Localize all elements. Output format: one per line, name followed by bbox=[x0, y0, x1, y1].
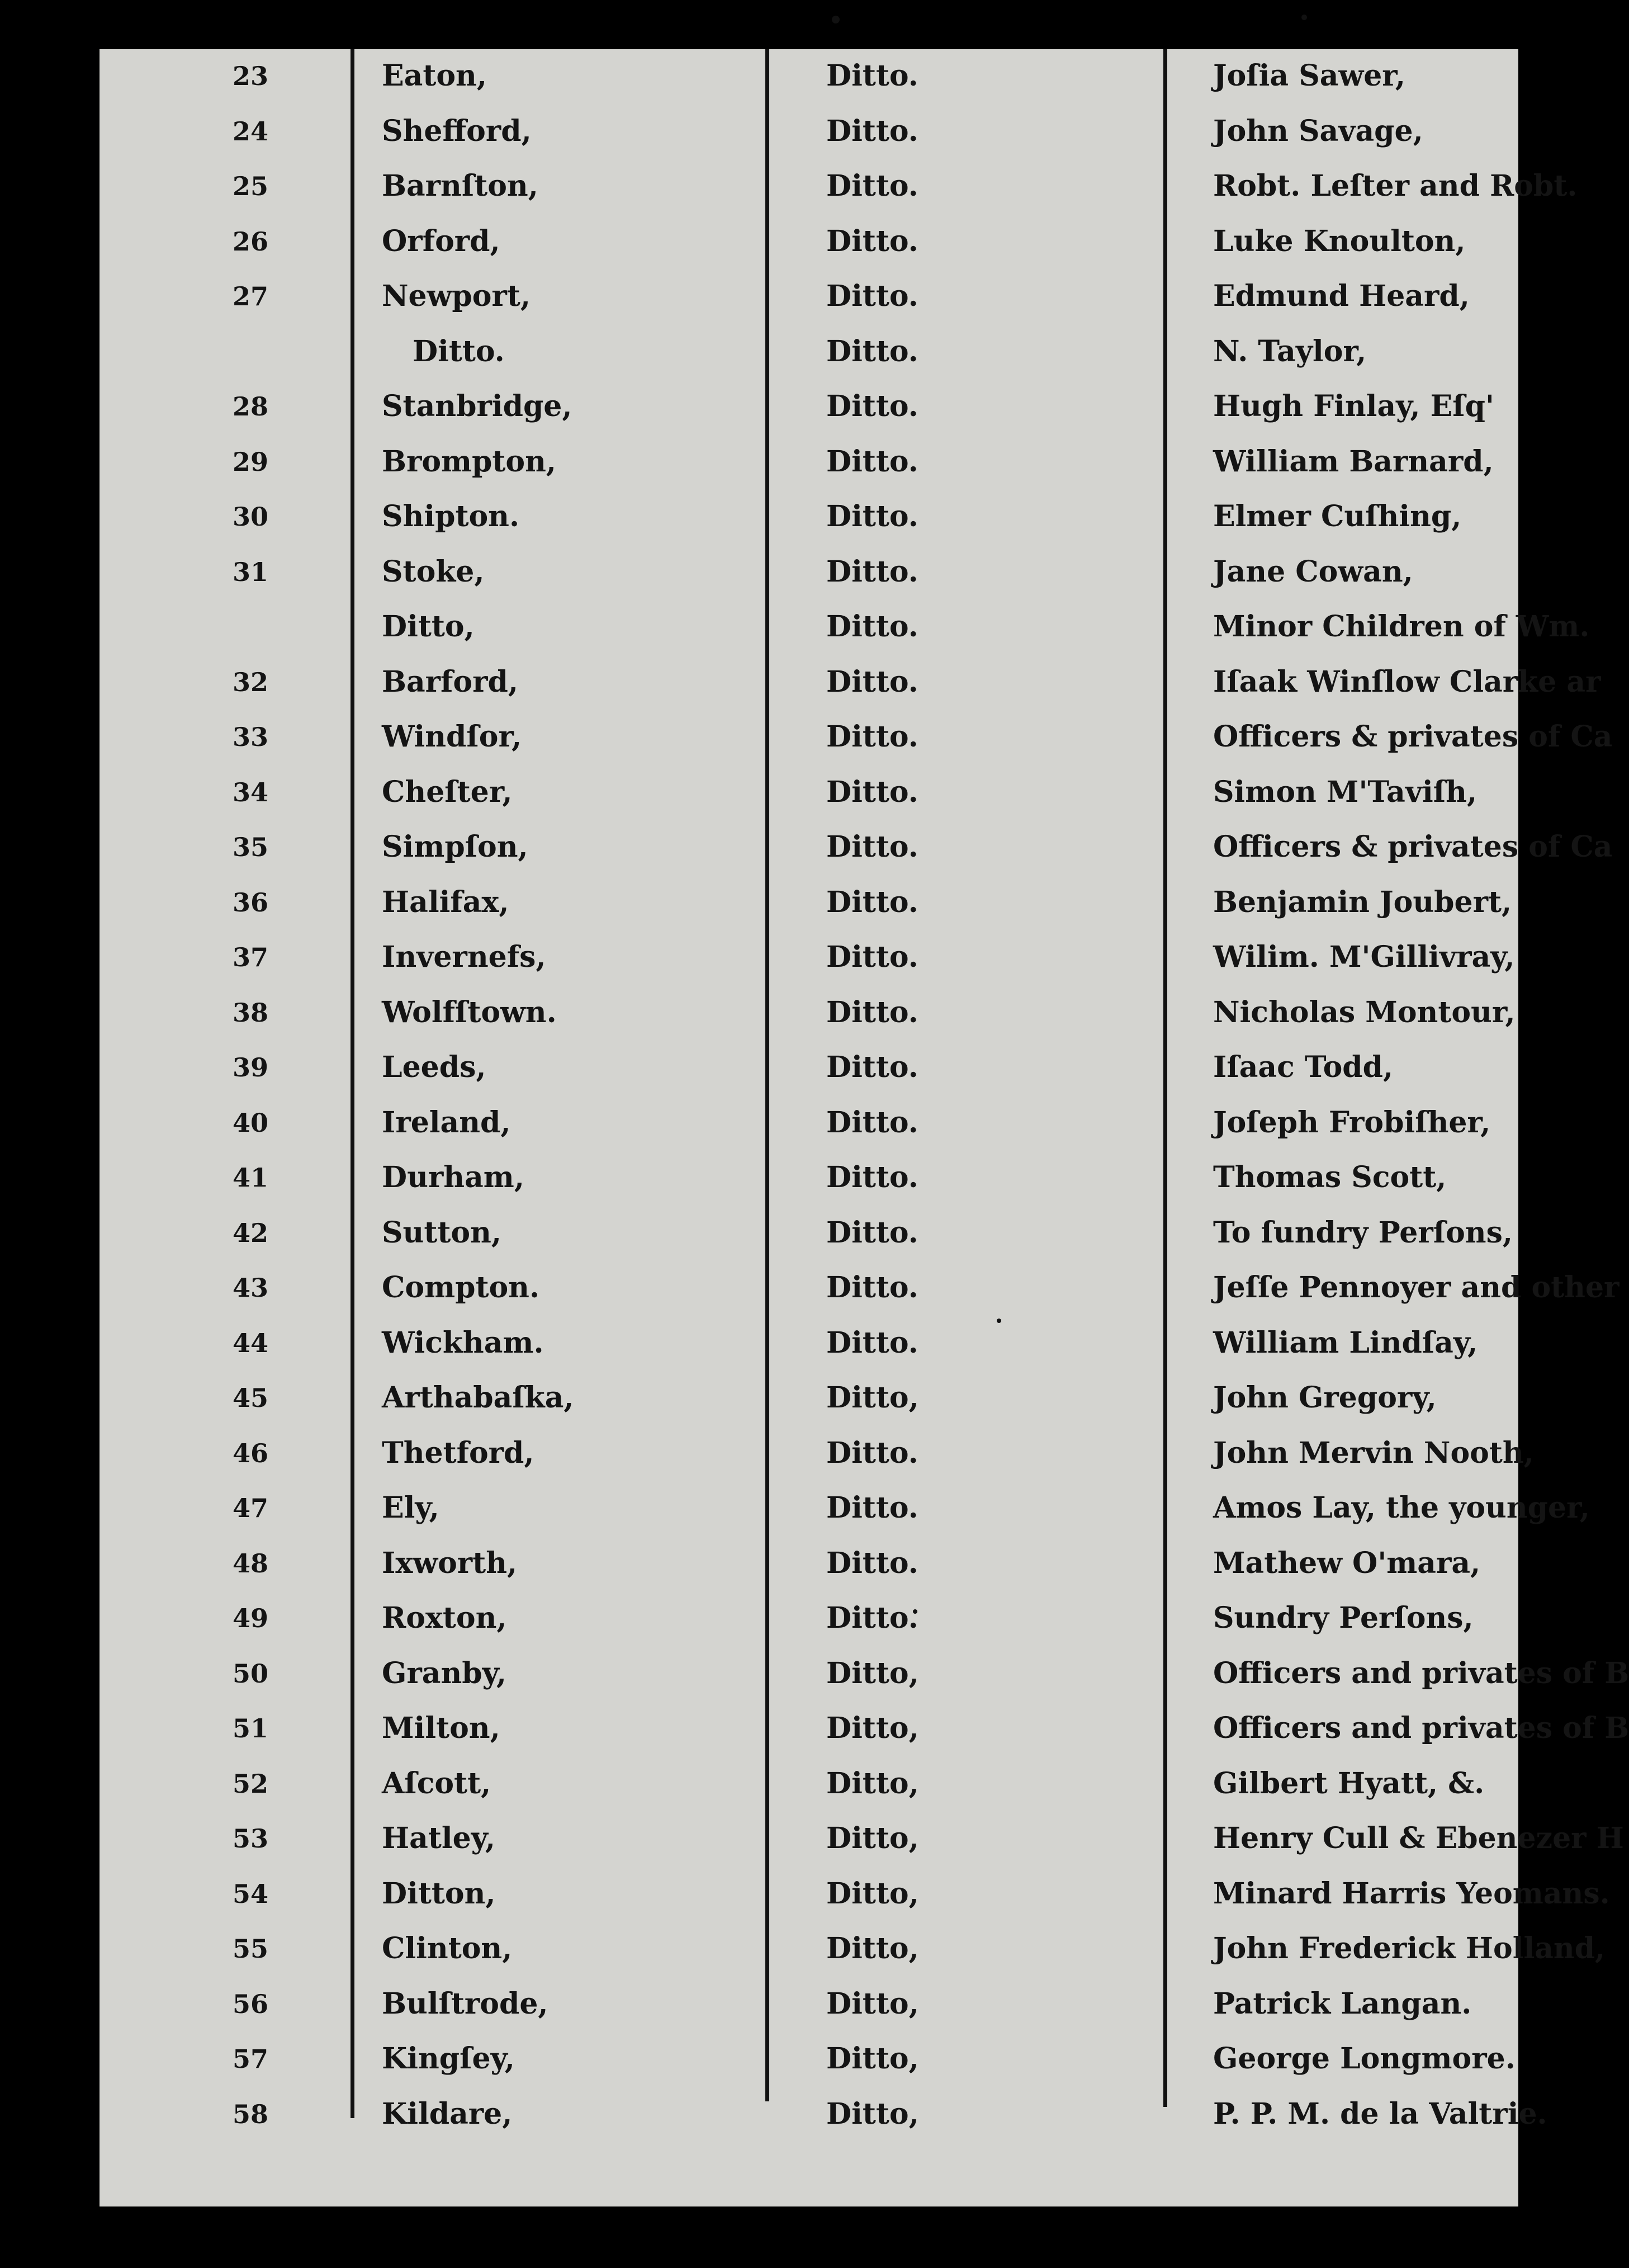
grantee-name: Officers and privates of B bbox=[1213, 1711, 1629, 1745]
township-name: Bulſtrode, bbox=[382, 1986, 548, 2021]
table-row bbox=[100, 1426, 1534, 1480]
table-row bbox=[100, 710, 1613, 764]
lot-number: 28 bbox=[232, 391, 268, 422]
lot-number: 48 bbox=[232, 1548, 268, 1579]
grant-type: Ditto. bbox=[826, 1160, 918, 1194]
township-name: Eaton, bbox=[382, 59, 487, 93]
grant-type: Ditto. bbox=[826, 830, 918, 864]
grant-type: Ditto, bbox=[826, 1986, 919, 2021]
lot-number: 45 bbox=[232, 1383, 268, 1413]
grantee-name: William Barnard, bbox=[1213, 444, 1494, 479]
table-row bbox=[100, 1096, 1518, 1150]
table-row bbox=[100, 1371, 1518, 1425]
grant-type: Ditto, bbox=[826, 1766, 919, 1801]
grantee-name: Luke Knoulton, bbox=[1213, 224, 1466, 258]
lot-number: 54 bbox=[232, 1878, 268, 1909]
grant-type: Ditto, bbox=[826, 1821, 919, 1855]
township-name: Wolfſtown. bbox=[382, 995, 557, 1029]
lot-number: 32 bbox=[232, 667, 268, 697]
table-row bbox=[100, 545, 1518, 599]
lot-number: 49 bbox=[232, 1603, 268, 1633]
township-name: Arthabaſka, bbox=[382, 1381, 574, 1415]
grantee-name: Officers & privates of Ca bbox=[1213, 830, 1613, 864]
township-name: Ditto, bbox=[382, 609, 475, 644]
table-row bbox=[100, 1867, 1610, 1921]
grant-type: Ditto. bbox=[826, 499, 918, 533]
grant-type: Ditto. bbox=[826, 389, 918, 423]
grantee-name: Joſeph Frobiſher, bbox=[1213, 1105, 1491, 1140]
grantee-name: P. P. M. de la Valtrie. bbox=[1213, 2096, 1547, 2131]
township-name: Wickham. bbox=[382, 1325, 544, 1360]
grantee-name: Officers and privates of B bbox=[1213, 1656, 1629, 1690]
lot-number: 50 bbox=[232, 1658, 268, 1689]
grantee-name: Nicholas Montour, bbox=[1213, 995, 1516, 1029]
grant-type: Ditto. bbox=[826, 334, 918, 368]
grant-type: Ditto. bbox=[826, 609, 918, 644]
table-row bbox=[100, 600, 1590, 654]
lot-number: 47 bbox=[232, 1493, 268, 1523]
grant-type: Ditto. bbox=[826, 885, 918, 919]
grant-type: Ditto. bbox=[826, 1325, 918, 1360]
township-name: Clinton, bbox=[382, 1931, 513, 1965]
township-name: Kingſey, bbox=[382, 2042, 515, 2076]
grantee-name: Henry Cull & Ebenezer H bbox=[1213, 1821, 1624, 1855]
grantee-name: John Gregory, bbox=[1213, 1381, 1437, 1415]
lot-number: 40 bbox=[232, 1107, 268, 1138]
lot-number: 38 bbox=[232, 997, 268, 1028]
grant-type: Ditto. bbox=[826, 114, 918, 148]
township-name: Ireland, bbox=[382, 1105, 511, 1140]
lot-number: 24 bbox=[232, 116, 268, 147]
table-row bbox=[100, 49, 1518, 103]
lot-number: 26 bbox=[232, 226, 268, 257]
grantee-name: Minard Harris Yeomans. bbox=[1213, 1876, 1610, 1911]
lot-number: 31 bbox=[232, 556, 268, 587]
grantee-name: John Frederick Holland, bbox=[1213, 1931, 1606, 1965]
table-row bbox=[100, 105, 1518, 158]
lot-number: 30 bbox=[232, 502, 268, 532]
grant-type: Ditto, bbox=[826, 1711, 919, 1745]
ink-speck bbox=[1301, 15, 1307, 20]
grant-type: Ditto. bbox=[826, 1270, 918, 1305]
grant-type: Ditto. bbox=[826, 1105, 918, 1140]
table-row bbox=[100, 159, 1578, 213]
grantee-name: Joſia Sawer, bbox=[1213, 59, 1406, 93]
table-row bbox=[100, 1922, 1606, 1976]
lot-number: 34 bbox=[232, 777, 268, 807]
grant-type: Ditto, bbox=[826, 1656, 919, 1690]
lot-number: 55 bbox=[232, 1934, 268, 1964]
grantee-name: Mathew O'mara, bbox=[1213, 1546, 1481, 1580]
township-name: Brompton, bbox=[382, 444, 557, 479]
township-name: Barford, bbox=[382, 664, 518, 699]
grantee-name: George Longmore. bbox=[1213, 2042, 1516, 2076]
township-name: Durham, bbox=[382, 1160, 524, 1194]
grantee-name: Officers & privates of Ca bbox=[1213, 720, 1613, 754]
township-name: Cheſter, bbox=[382, 774, 513, 809]
township-name: Invernefs, bbox=[382, 940, 546, 974]
grant-type: Ditto. bbox=[826, 1215, 918, 1250]
grant-type: Ditto. bbox=[826, 444, 918, 479]
table-row bbox=[100, 1481, 1590, 1535]
grant-type: Ditto. bbox=[826, 59, 918, 93]
lot-number: 39 bbox=[232, 1052, 268, 1083]
lot-number: 44 bbox=[232, 1327, 268, 1358]
grant-type: Ditto. bbox=[826, 774, 918, 809]
grant-type: Ditto. bbox=[826, 1546, 918, 1580]
lot-number: 27 bbox=[232, 281, 268, 311]
township-name: Ixworth, bbox=[382, 1546, 518, 1580]
lot-number: 36 bbox=[232, 887, 268, 918]
grantee-name: Thomas Scott, bbox=[1213, 1160, 1447, 1194]
township-name: Leeds, bbox=[382, 1050, 486, 1084]
table-row bbox=[100, 1591, 1518, 1645]
grant-type: Ditto. bbox=[826, 1491, 918, 1525]
table-row bbox=[100, 986, 1518, 1040]
lot-number: 37 bbox=[232, 942, 268, 972]
township-name: Ditton, bbox=[382, 1876, 496, 1911]
township-name: Kildare, bbox=[382, 2096, 513, 2131]
grant-type: Ditto. bbox=[826, 279, 918, 313]
grant-type: Ditto, bbox=[826, 1931, 919, 1965]
table-row bbox=[100, 1316, 1518, 1370]
township-name: Barnſton, bbox=[382, 169, 538, 203]
grantee-name: Patrick Langan. bbox=[1213, 1986, 1472, 2021]
township-name: Shipton. bbox=[382, 499, 520, 533]
table-row bbox=[100, 435, 1518, 489]
lot-number: 52 bbox=[232, 1768, 268, 1799]
grantee-name: Iſaak Winſlow Clarke ar bbox=[1213, 664, 1601, 699]
grantee-name: Hugh Finlay, Eſq' bbox=[1213, 389, 1494, 423]
lot-number: 58 bbox=[232, 2099, 268, 2129]
table-row bbox=[100, 1206, 1518, 1260]
township-name: Ditto. bbox=[413, 334, 505, 368]
township-name: Thetford, bbox=[382, 1435, 534, 1470]
document-page bbox=[100, 49, 1629, 2206]
grantee-name: Amos Lay, the younger, bbox=[1213, 1491, 1590, 1525]
grantee-name: Sundry Perſons, bbox=[1213, 1601, 1474, 1635]
grantee-name: Simon M'Taviſh, bbox=[1213, 774, 1478, 809]
table-row bbox=[100, 766, 1518, 819]
township-name: Orford, bbox=[382, 224, 500, 258]
township-name: Stanbridge, bbox=[382, 389, 572, 423]
grant-type: Ditto. bbox=[826, 1601, 918, 1635]
grant-type: Ditto, bbox=[826, 1876, 919, 1911]
township-name: Stoke, bbox=[382, 554, 485, 589]
table-row bbox=[100, 876, 1518, 929]
table-row bbox=[100, 215, 1518, 268]
table-row bbox=[100, 930, 1518, 984]
lot-number: 46 bbox=[232, 1438, 268, 1468]
grant-type: Ditto, bbox=[826, 2042, 919, 2076]
township-name: Halifax, bbox=[382, 885, 509, 919]
lot-number: 25 bbox=[232, 171, 268, 201]
table-row bbox=[100, 1261, 1619, 1315]
grantee-name: Elmer Cuſhing, bbox=[1213, 499, 1462, 533]
township-name: Ely, bbox=[382, 1491, 439, 1525]
grantee-name: Robt. Leſter and Robt. bbox=[1213, 169, 1578, 203]
table-row bbox=[100, 820, 1613, 874]
table-row bbox=[100, 490, 1518, 544]
grant-type: Ditto. bbox=[826, 1435, 918, 1470]
grantee-name: Gilbert Hyatt, &. bbox=[1213, 1766, 1485, 1801]
grantee-name: Edmund Heard, bbox=[1213, 279, 1470, 313]
township-name: Roxton, bbox=[382, 1601, 507, 1635]
table-row bbox=[100, 1537, 1518, 1590]
lot-number: 41 bbox=[232, 1163, 268, 1193]
grantee-name: N. Taylor, bbox=[1213, 334, 1367, 368]
grant-type: Ditto, bbox=[826, 2096, 919, 2131]
lot-number: 51 bbox=[232, 1713, 268, 1743]
township-name: Newport, bbox=[382, 279, 531, 313]
grantee-name: William Lindſay, bbox=[1213, 1325, 1478, 1360]
grant-type: Ditto. bbox=[826, 995, 918, 1029]
table-row bbox=[100, 1041, 1518, 1094]
grant-type: Ditto. bbox=[826, 720, 918, 754]
grant-type: Ditto. bbox=[826, 940, 918, 974]
table-row bbox=[100, 1151, 1518, 1204]
township-name: Compton. bbox=[382, 1270, 540, 1305]
grant-type: Ditto, bbox=[826, 1381, 919, 1415]
table-row bbox=[100, 2087, 1547, 2141]
lot-number: 57 bbox=[232, 2044, 268, 2074]
table-row bbox=[100, 1702, 1629, 1755]
table-row bbox=[100, 1757, 1518, 1811]
township-name: Windſor, bbox=[382, 720, 522, 754]
table-row bbox=[100, 1977, 1518, 2031]
township-name: Shefford, bbox=[382, 114, 532, 148]
table-row bbox=[100, 2032, 1518, 2086]
township-name: Milton, bbox=[382, 1711, 500, 1745]
lot-number: 43 bbox=[232, 1273, 268, 1303]
table-row bbox=[100, 325, 1518, 379]
lot-number: 35 bbox=[232, 832, 268, 862]
township-name: Aſcott, bbox=[382, 1766, 491, 1801]
grantee-name: Minor Children of Wm. bbox=[1213, 609, 1590, 644]
grantee-name: John Savage, bbox=[1213, 114, 1423, 148]
grant-type: Ditto. bbox=[826, 554, 918, 589]
grantee-name: To ſundry Perſons, bbox=[1213, 1215, 1513, 1250]
grantee-name: Benjamin Joubert, bbox=[1213, 885, 1512, 919]
table-row bbox=[100, 1812, 1624, 1865]
grant-type: Ditto. bbox=[826, 169, 918, 203]
lot-number: 53 bbox=[232, 1823, 268, 1854]
township-name: Sutton, bbox=[382, 1215, 501, 1250]
grant-type: Ditto. bbox=[826, 1050, 918, 1084]
grant-type: Ditto. bbox=[826, 224, 918, 258]
grantee-name: Jane Cowan, bbox=[1213, 554, 1413, 589]
table-row bbox=[100, 270, 1518, 323]
township-name: Hatley, bbox=[382, 1821, 496, 1855]
grantee-name: Iſaac Todd, bbox=[1213, 1050, 1394, 1084]
table-row bbox=[100, 655, 1601, 709]
grantee-name: John Mervin Nooth, bbox=[1213, 1435, 1534, 1470]
grantee-name: Jeſſe Pennoyer and other bbox=[1213, 1270, 1619, 1305]
ink-speck bbox=[832, 16, 840, 23]
lot-number: 56 bbox=[232, 1988, 268, 2019]
township-name: Simpſon, bbox=[382, 830, 528, 864]
grantee-name: Wilim. M'Gillivray, bbox=[1213, 940, 1515, 974]
lot-number: 23 bbox=[232, 61, 268, 91]
grant-type: Ditto. bbox=[826, 664, 918, 699]
table-row bbox=[100, 1647, 1629, 1700]
lot-number: 42 bbox=[232, 1217, 268, 1248]
table-row bbox=[100, 380, 1518, 433]
lot-number: 29 bbox=[232, 446, 268, 477]
lot-number: 33 bbox=[232, 722, 268, 752]
township-name: Granby, bbox=[382, 1656, 507, 1690]
